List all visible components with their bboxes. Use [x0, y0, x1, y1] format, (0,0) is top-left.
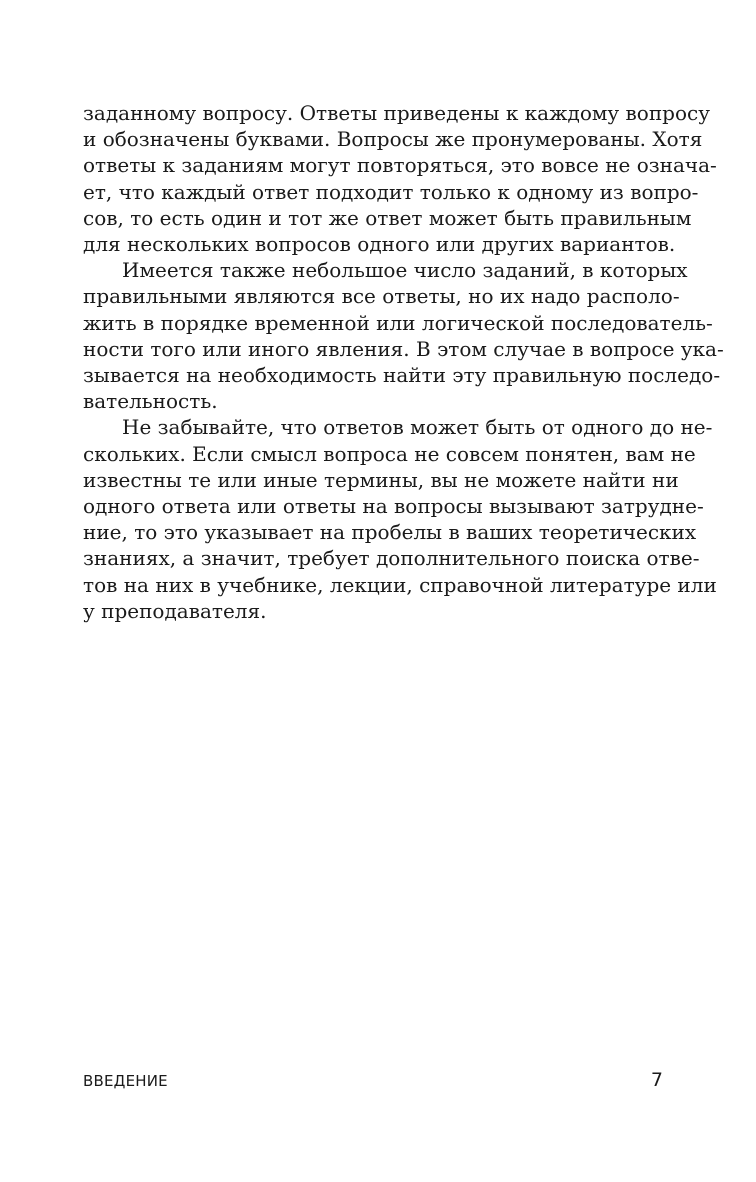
paragraph-3 — [83, 414, 717, 624]
text-line: заданному вопросу. Ответы приведены к каждому вопросу — [83, 101, 710, 125]
text-line: правильными являются все ответы, но их надо располо- — [83, 284, 680, 309]
text-line: известны те или иные термины, вы не можете найти ни — [83, 467, 679, 492]
text-line: Имеется также небольшое число заданий, в которых — [122, 258, 688, 283]
paragraph-2 — [83, 257, 724, 414]
page-footer — [83, 1069, 663, 1096]
text-line: знаниях, а значит, требует дополнительного поиска отве- — [83, 546, 700, 571]
text-line: ности того или иного явления. В этом случае в вопросе ука- — [83, 336, 724, 361]
text-line: сов, то есть один и тот же ответ может быть правильным — [83, 205, 692, 230]
text-line: одного ответа или ответы на вопросы вызывают затрудне- — [83, 494, 704, 519]
text-line: вательность. — [83, 389, 218, 414]
page-number: 7 — [650, 1069, 663, 1091]
text-line: тов на них в учебнике, лекции, справочной литературе или — [83, 572, 717, 597]
text-line: для нескольких вопросов одного или других вариантов. — [83, 232, 676, 257]
text-line: ответы к заданиям могут повторяться, это вовсе не означа- — [83, 153, 717, 178]
text-line: Не забывайте, что ответов может быть от одного до не- — [122, 415, 713, 440]
text-line: и обозначены буквами. Вопросы же пронумерованы. Хотя — [83, 127, 703, 152]
text-line: скольких. Если смысл вопроса не совсем понятен, вам не — [83, 441, 696, 466]
paragraph-1 — [83, 100, 717, 257]
text-line: у преподавателя. — [83, 598, 267, 623]
running-head: ВВЕДЕНИЕ — [83, 1072, 168, 1090]
text-line: зывается на необходимость найти эту правильную последо- — [83, 363, 721, 388]
text-line: ние, то это указывает на пробелы в ваших теоретических — [83, 520, 697, 545]
body-text — [83, 100, 724, 624]
text-line: ет, что каждый ответ подходит только к одному из вопро- — [83, 179, 699, 204]
text-line: жить в порядке временной или логической последователь- — [83, 310, 713, 335]
